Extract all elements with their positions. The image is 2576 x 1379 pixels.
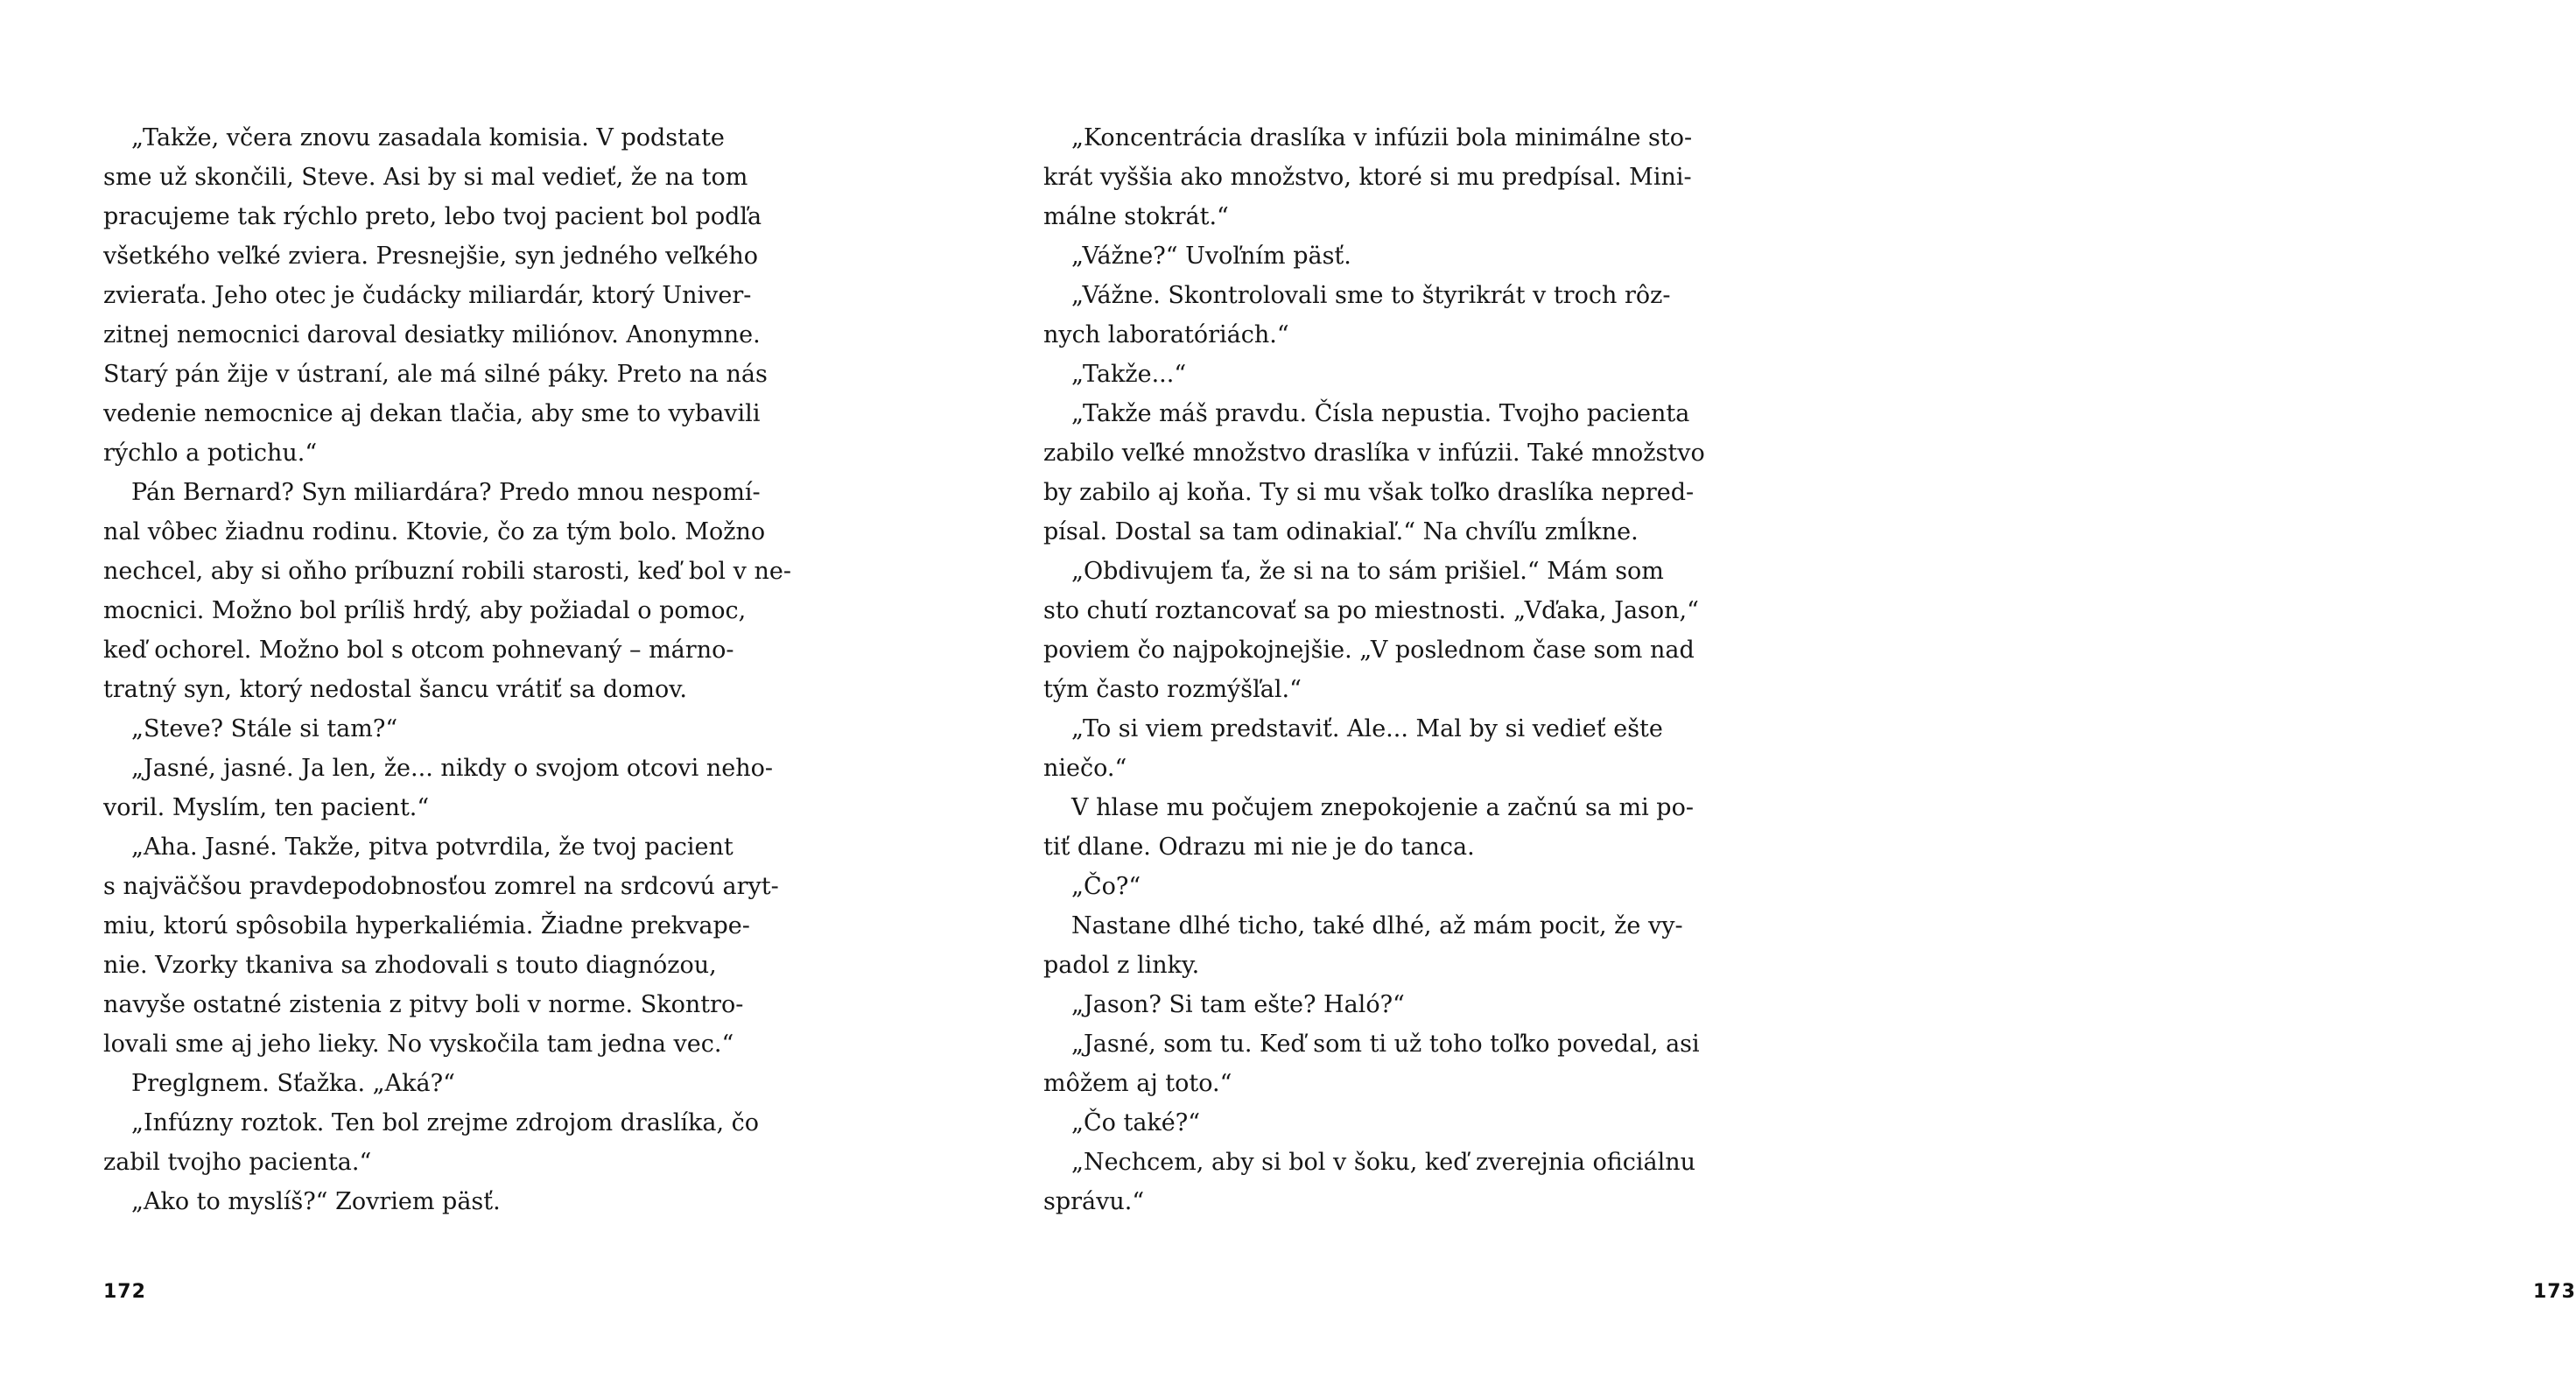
text-line: písal. Dostal sa tam odinakiaľ.“ Na chvíľu zmĺkne. xyxy=(1043,518,1639,545)
text-line: „Jasné, som tu. Keď som ti už toho toľko povedal, asi xyxy=(1071,1031,1700,1058)
text-line: nych laboratóriách.“ xyxy=(1043,321,1289,348)
text-line: „Jasné, jasné. Ja len, že... nikdy o svojom otcovi neho- xyxy=(131,755,773,782)
text-line: „Ako to myslíš?“ Zovriem päsť. xyxy=(131,1188,501,1215)
text-line: rýchlo a potichu.“ xyxy=(103,440,318,467)
text-line: „Obdivujem ťa, že si na to sám prišiel.“ Mám som xyxy=(1071,558,1664,585)
text-line: lovali sme aj jeho lieky. No vyskočila tam jedna vec.“ xyxy=(103,1031,734,1058)
text-line: „Takže...“ xyxy=(1071,361,1187,388)
text-line: „Čo?“ xyxy=(1071,873,1141,900)
left-page-text xyxy=(103,118,791,1221)
text-line: „Aha. Jasné. Takže, pitva potvrdila, že tvoj pacient xyxy=(131,834,733,861)
text-line: V hlase mu počujem znepokojenie a začnú sa mi po- xyxy=(1071,794,1694,821)
text-line: Starý pán žije v ústraní, ale má silné páky. Preto na nás xyxy=(103,361,768,388)
text-line: voril. Myslím, ten pacient.“ xyxy=(103,794,430,821)
text-line: málne stokrát.“ xyxy=(1043,203,1229,230)
text-line: „Steve? Stále si tam?“ xyxy=(131,715,398,742)
text-line: „Takže, včera znovu zasadala komisia. V podstate xyxy=(131,124,725,151)
text-line: keď ochorel. Možno bol s otcom pohnevaný – márno- xyxy=(103,637,734,664)
text-line: Nastane dlhé ticho, také dlhé, až mám pocit, že vy- xyxy=(1071,912,1683,939)
text-line: „Vážne. Skontrolovali sme to štyrikrát v troch rôz- xyxy=(1071,282,1671,309)
text-line: krát vyššia ako množstvo, ktoré si mu predpísal. Mini- xyxy=(1043,164,1692,191)
text-line: tým často rozmýšľal.“ xyxy=(1043,676,1302,703)
text-line: všetkého veľké zviera. Presnejšie, syn jedného veľkého xyxy=(103,243,758,270)
text-line: mocnici. Možno bol príliš hrdý, aby požiadal o pomoc, xyxy=(103,597,747,624)
page-number: 172 xyxy=(103,1281,146,1303)
text-line: zabil tvojho pacienta.“ xyxy=(103,1149,372,1176)
text-line: „Takže máš pravdu. Čísla nepustia. Tvojho pacienta xyxy=(1071,400,1690,427)
text-line: „Čo také?“ xyxy=(1071,1109,1201,1136)
text-line: „Jason? Si tam ešte? Haló?“ xyxy=(1071,991,1405,1018)
text-line: zabilo veľké množstvo draslíka v infúzii. Také množstvo xyxy=(1043,440,1705,467)
text-line: s najväčšou pravdepodobnosťou zomrel na srdcovú aryt- xyxy=(103,873,779,900)
text-line: zitnej nemocnici daroval desiatky miliónov. Anonymne. xyxy=(103,321,761,348)
left-page xyxy=(0,0,896,1379)
text-line: tratný syn, ktorý nedostal šancu vrátiť sa domov. xyxy=(103,676,687,703)
text-line: miu, ktorú spôsobila hyperkaliémia. Žiadne prekvape- xyxy=(103,912,750,939)
text-line: sme už skončili, Steve. Asi by si mal vedieť, že na tom xyxy=(103,164,748,191)
page-number: 173 xyxy=(2533,1281,2576,1303)
text-line: „Nechcem, aby si bol v šoku, keď zverejnia oficiálnu xyxy=(1071,1149,1696,1176)
text-line: by zabilo aj koňa. Ty si mu však toľko draslíka nepred- xyxy=(1043,479,1695,506)
text-line: sto chutí roztancovať sa po miestnosti. „Vďaka, Jason,“ xyxy=(1043,597,1699,624)
text-line: navyše ostatné zistenia z pitvy boli v norme. Skontro- xyxy=(103,991,744,1018)
text-line: „Koncentrácia draslíka v infúzii bola minimálne sto- xyxy=(1071,124,1693,151)
text-line: nie. Vzorky tkaniva sa zhodovali s touto diagnózou, xyxy=(103,952,717,979)
text-line: môžem aj toto.“ xyxy=(1043,1070,1232,1097)
text-line: nal vôbec žiadnu rodinu. Ktovie, čo za tým bolo. Možno xyxy=(103,518,766,545)
text-line: „Vážne?“ Uvoľním päsť. xyxy=(1071,243,1351,270)
text-line: Pán Bernard? Syn miliardára? Predo mnou nespomí- xyxy=(131,479,761,506)
text-line: nechcel, aby si oňho príbuzní robili starosti, keď bol v ne- xyxy=(103,558,791,585)
text-line: padol z linky. xyxy=(1043,952,1200,979)
text-line: vedenie nemocnice aj dekan tlačia, aby sme to vybavili xyxy=(103,400,761,427)
right-page-text xyxy=(1043,118,1717,1221)
text-line: niečo.“ xyxy=(1043,755,1127,782)
text-line: správu.“ xyxy=(1043,1188,1145,1215)
text-line: Preglgnem. Sťažka. „Aká?“ xyxy=(131,1070,455,1097)
text-line: pracujeme tak rýchlo preto, lebo tvoj pacient bol podľa xyxy=(103,203,762,230)
right-page xyxy=(896,0,2576,1379)
text-line: zvieraťa. Jeho otec je čudácky miliardár, ktorý Univer- xyxy=(103,282,752,309)
text-line: „Infúzny roztok. Ten bol zrejme zdrojom draslíka, čo xyxy=(131,1109,760,1136)
text-line: „To si viem predstaviť. Ale... Mal by si vedieť ešte xyxy=(1071,715,1663,742)
text-line: poviem čo najpokojnejšie. „V poslednom čase som nad xyxy=(1043,637,1695,664)
text-line: tiť dlane. Odrazu mi nie je do tanca. xyxy=(1043,834,1475,861)
